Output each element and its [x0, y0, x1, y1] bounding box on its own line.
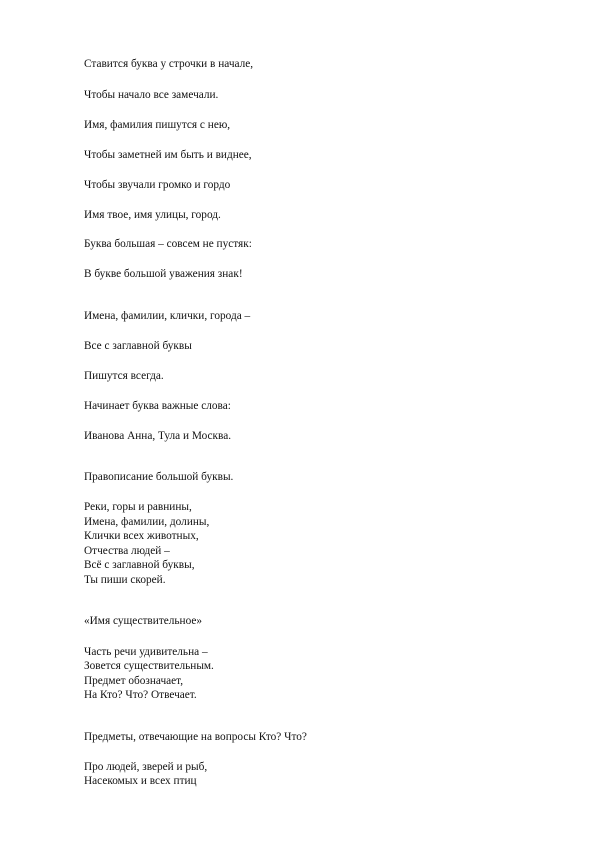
- poem-line: Зовется существительным.: [84, 660, 214, 672]
- poem-line: На Кто? Что? Отвечает.: [84, 689, 197, 701]
- poem-line: Отчества людей –: [84, 545, 170, 557]
- poem-line: Реки, горы и равнины,: [84, 501, 192, 513]
- poem-line: Имя твое, имя улицы, город.: [84, 209, 221, 221]
- poem-line: Начинает буква важные слова:: [84, 400, 231, 412]
- poem-line: Предмет обозначает,: [84, 675, 184, 687]
- poem-line: Имена, фамилии, клички, города –: [84, 310, 251, 322]
- poem-line: Ты пиши скорей.: [84, 574, 166, 586]
- poem-line: Иванова Анна, Тула и Москва.: [84, 430, 232, 442]
- section-heading: Правописание большой буквы.: [84, 471, 234, 483]
- poem-line: Ставится буква у строчки в начале,: [84, 58, 254, 70]
- poem-line: Имя, фамилия пишутся с нею,: [84, 119, 231, 131]
- poem-line: Про людей, зверей и рыб,: [84, 761, 208, 773]
- section-heading: «Имя существительное»: [84, 615, 203, 627]
- poem-line: Всё с заглавной буквы,: [84, 559, 195, 571]
- poem-line: Клички всех животных,: [84, 530, 199, 542]
- poem-line: В букве большой уважения знак!: [84, 268, 243, 280]
- poem-line: Чтобы начало все замечали.: [84, 89, 219, 101]
- poem-line: Буква большая – совсем не пустяк:: [84, 238, 252, 250]
- section-heading: Предметы, отвечающие на вопросы Кто? Что?: [84, 731, 307, 743]
- poem-line: Чтобы заметней им быть и виднее,: [84, 149, 252, 161]
- poem-line: Насекомых и всех птиц: [84, 775, 197, 787]
- poem-line: Часть речи удивительна –: [84, 646, 208, 658]
- poem-line: Чтобы звучали громко и гордо: [84, 179, 231, 191]
- poem-line: Имена, фамилии, долины,: [84, 516, 210, 528]
- poem-line: Пишутся всегда.: [84, 370, 164, 382]
- poem-line: Все с заглавной буквы: [84, 340, 192, 352]
